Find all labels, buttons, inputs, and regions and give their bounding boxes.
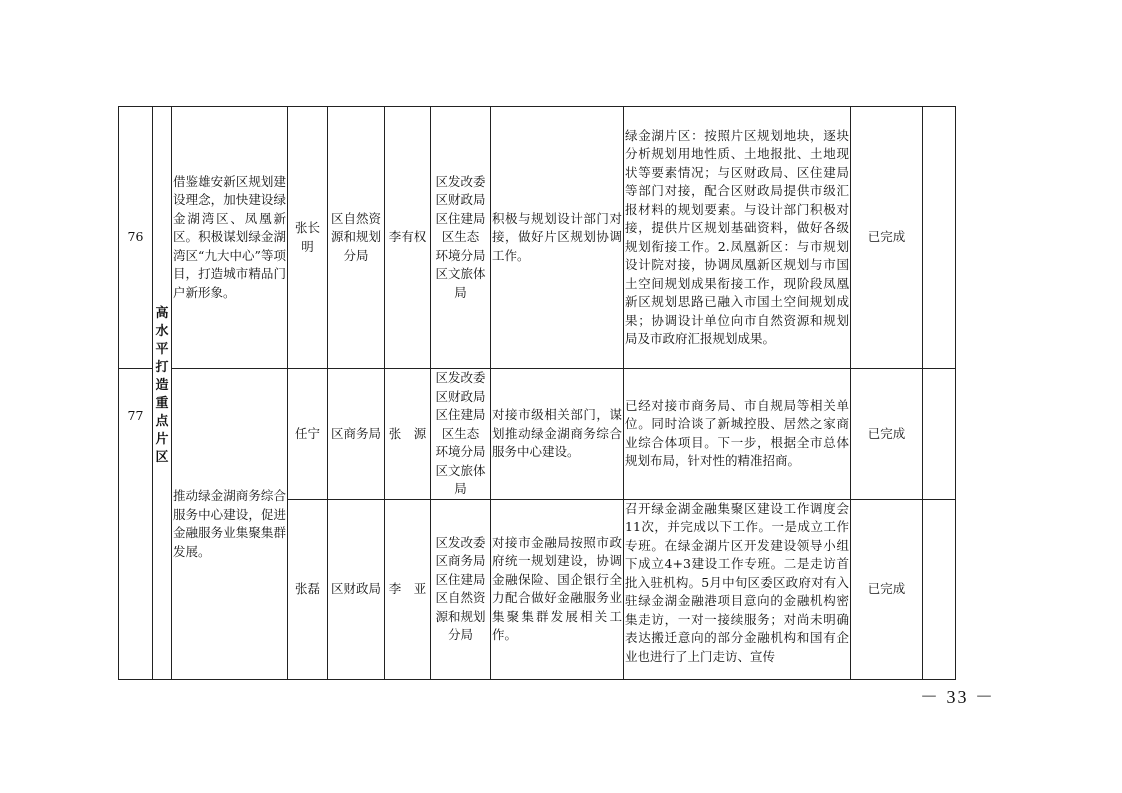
page-number: － 33 － xyxy=(920,687,995,707)
category-char: 打 xyxy=(155,360,169,375)
coop-units-cell: 区发改委 区财政局 区住建局 区生态 环境分局 区文旅体局 xyxy=(431,107,491,369)
leader-cell: 任宁 xyxy=(288,369,328,500)
row-number: 77 xyxy=(119,369,153,680)
coop-units-cell: 区发改委 区商务局 区住建局 区自然资 源和规划 分局 xyxy=(431,499,491,679)
table-row xyxy=(119,369,956,500)
status-cell: 已完成 xyxy=(851,369,923,500)
remark-cell xyxy=(923,107,956,369)
lead-unit-cell: 区商务局 xyxy=(328,369,385,500)
task-cell: 推动绿金湖商务综合服务中心建设，促进金融服务业集聚集群发展。 xyxy=(172,369,288,680)
lead-unit-cell: 区自然资源和规划分局 xyxy=(328,107,385,369)
category-char: 重 xyxy=(155,396,169,411)
responsible-person-cell: 李有权 xyxy=(385,107,431,369)
progress-cell: 召开绿金湖金融集聚区建设工作调度会11次，并完成以下工作。一是成立工作专班。在绿金湖片区开发建设领导小组下成立4+3建设工作专班。二是走访首批入驻机构。5月中旬区委区政府对有入驻绿金湖金融港项目意向的金融机构密集走访，一对一接续服务；对尚未明确表达搬迁意向的部分金融机构和国有企业也进行了上门走访、宣传 xyxy=(624,499,851,679)
status-cell: 已完成 xyxy=(851,107,923,369)
category-label xyxy=(153,305,171,467)
row-number: 76 xyxy=(119,107,153,369)
task-cell: 借鉴雄安新区规划建设理念，加快建设绿金湖湾区、凤凰新区。积极谋划绿金湖湾区“九大中心”等项目，打造城市精品门户新形象。 xyxy=(172,107,288,369)
category-char: 造 xyxy=(155,378,169,393)
status-cell: 已完成 xyxy=(851,499,923,679)
lead-unit-cell: 区财政局 xyxy=(328,499,385,679)
responsible-person-cell: 张 源 xyxy=(385,369,431,500)
category-char: 平 xyxy=(155,342,169,357)
category-char: 水 xyxy=(155,324,169,339)
table-row xyxy=(119,107,956,369)
remark-cell xyxy=(923,369,956,500)
remark-cell xyxy=(923,499,956,679)
category-char: 区 xyxy=(155,450,169,465)
progress-cell: 绿金湖片区：按照片区规划地块，逐块分析规划用地性质、土地报批、土地现状等要素情况；与区财政局、区住建局等部门对接，配合区财政局提供市级汇报材料的规划要素。与设计部门积极对接，提供片区规划基础资料，做好各级规划衔接工作。2.凤凰新区：与市规划设计院对接，协调凤凰新区规划与市国土空间规划成果衔接工作，现阶段凤凰新区规划思路已融入市国土空间规划成果；协调设计单位向市自然资源和规划局及市政府汇报规划成果。 xyxy=(624,107,851,369)
category-char: 片 xyxy=(155,432,169,447)
coop-units-cell: 区发改委 区财政局 区住建局 区生态 环境分局 区文旅体局 xyxy=(431,369,491,500)
category-cell xyxy=(153,107,172,680)
measure-cell: 对接市金融局按照市政府统一规划建设，协调金融保险、国企银行全力配合做好金融服务业集聚集群发展相关工作。 xyxy=(491,499,624,679)
measure-cell: 对接市级相关部门，谋划推动绿金湖商务综合服务中心建设。 xyxy=(491,369,624,500)
measure-cell: 积极与规划设计部门对接，做好片区规划协调工作。 xyxy=(491,107,624,369)
progress-cell: 已经对接市商务局、市自规局等相关单位。同时洽谈了新城控股、居然之家商业综合体项目。下一步，根据全市总体规划布局，针对性的精准招商。 xyxy=(624,369,851,500)
leader-cell: 张磊 xyxy=(288,499,328,679)
leader-cell: 张长明 xyxy=(288,107,328,369)
responsible-person-cell: 李 亚 xyxy=(385,499,431,679)
work-progress-table xyxy=(118,106,956,680)
category-char: 高 xyxy=(155,306,169,321)
category-char: 点 xyxy=(155,414,169,429)
